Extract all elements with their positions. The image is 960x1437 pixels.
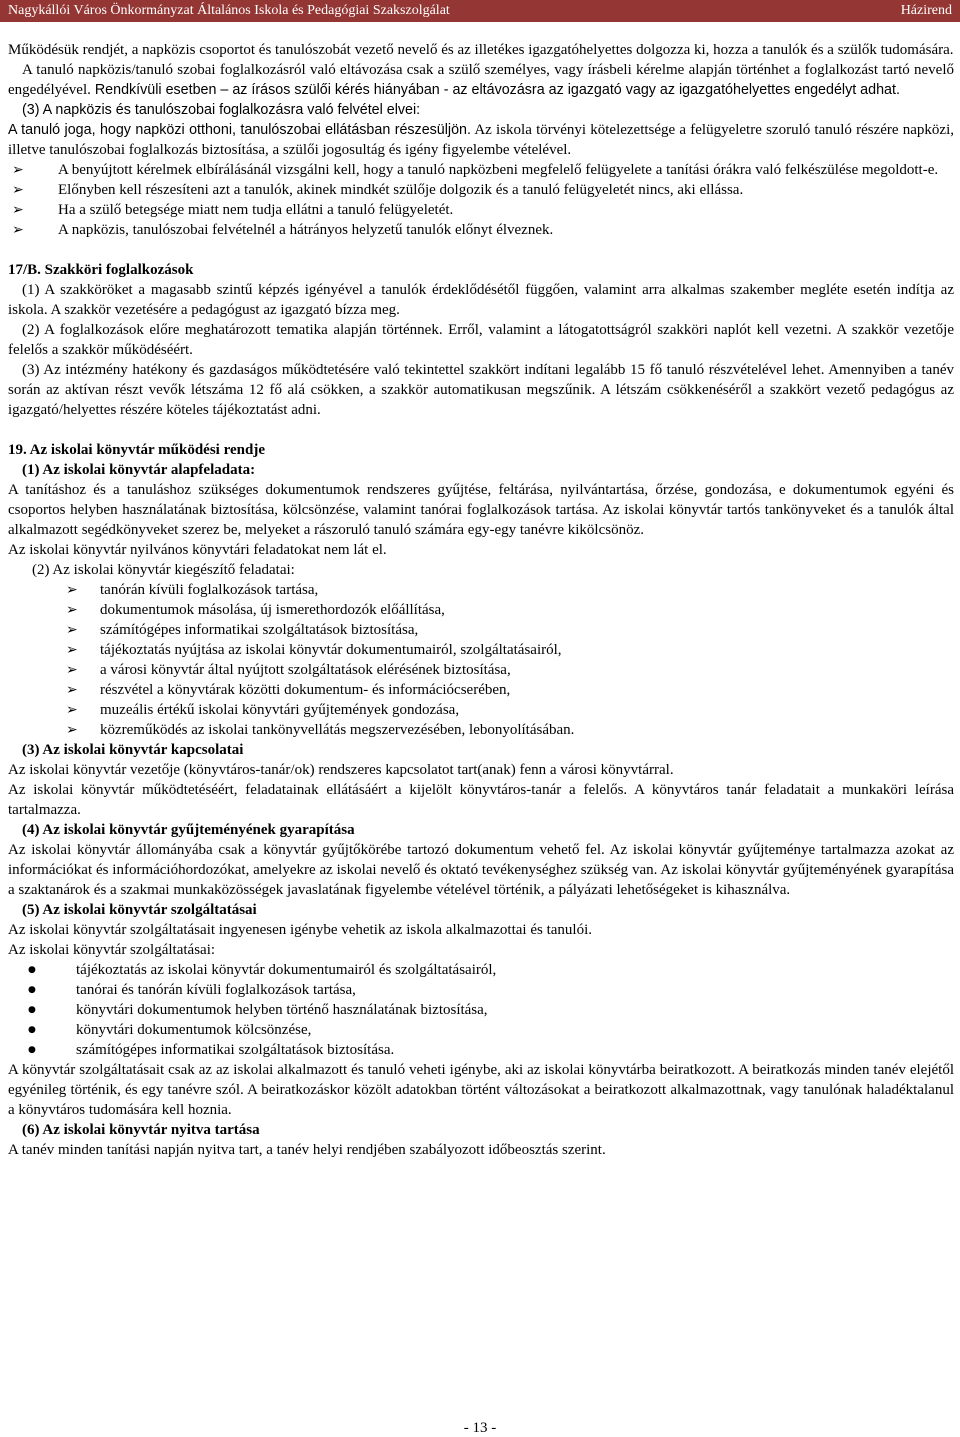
list-item: ➢ Ha a szülő betegsége miatt nem tudja ellátni a tanuló felügyeletét. bbox=[8, 200, 954, 220]
list-item: ● tájékoztatás az iskolai könyvtár dokumentumairól és szolgáltatásairól, bbox=[8, 960, 954, 980]
section-title: 17/B. Szakköri foglalkozások bbox=[8, 262, 194, 278]
page-number: - 13 - bbox=[463, 1420, 497, 1436]
header-school-name: Nagykállói Város Önkormányzat Általános Iskola és Pedagógiai Szakszolgálat bbox=[8, 3, 450, 18]
paragraph: (2) A foglalkozások előre meghatározott tematika alapján történnek. Erről, valamint a látogatottságról szakköri naplót kell vezetni. A szakkör vezetője felelős a szakkör működéséért. bbox=[8, 322, 954, 358]
list-item: ➢ részvétel a könyvtárak közötti dokumentum- és információcserében, bbox=[8, 680, 954, 700]
list-item: ● számítógépes informatikai szolgáltatások biztosítása. bbox=[8, 1040, 954, 1060]
arrow-list bbox=[8, 580, 954, 740]
list-item: ➢ tájékoztatás nyújtása az iskolai könyvtár dokumentumairól, szolgáltatásairól, bbox=[8, 640, 954, 660]
paragraph: (2) Az iskolai könyvtár kiegészítő feladatai: bbox=[32, 562, 295, 578]
subsection-title: (5) Az iskolai könyvtár szolgáltatásai bbox=[22, 902, 257, 918]
list-item: ➢ A napközis, tanulószobai felvételnél a hátrányos helyzetű tanulók előnyt élveznek. bbox=[8, 220, 954, 240]
document-body bbox=[8, 40, 954, 1160]
list-item: ● könyvtári dokumentumok kölcsönzése, bbox=[8, 1020, 954, 1040]
list-item: ➢ a városi könyvtár által nyújtott szolgáltatások elérésének biztosítása, bbox=[8, 660, 954, 680]
paragraph: Az iskolai könyvtár állományába csak a könyvtár gyűjtőkörébe tartozó dokumentum vehető fel. Az iskolai könyvtár gyűjteménye tartalmazza azokat az információkat és információhordozókat, amelyekre az iskolai nevelő és oktató tevékenységhez szükség van. Az iskolai könyvtár gyűjteményének gyarapítása a szaktanárok és a szakmai munkaközösségek javaslatának figyelembe vételével történik, a pályázati lehetőségeket is kihasználva. bbox=[8, 842, 954, 898]
list-item: ➢ tanórán kívüli foglalkozások tartása, bbox=[8, 580, 954, 600]
paragraph bbox=[8, 60, 954, 100]
subsection-title: (4) Az iskolai könyvtár gyűjteményének gyarapítása bbox=[22, 822, 355, 838]
subsection-title: (6) Az iskolai könyvtár nyitva tartása bbox=[22, 1122, 260, 1138]
page-header bbox=[0, 0, 960, 22]
paragraph: Az iskolai könyvtár vezetője (könyvtáros-tanár/ok) rendszeres kapcsolatot tart(anak) fenn a városi könyvtárral. bbox=[8, 762, 674, 778]
paragraph: (3) A napközis és tanulószobai foglalkozásra való felvétel elvei: bbox=[22, 102, 421, 118]
paragraph bbox=[8, 120, 954, 160]
text-run: A tanuló napközis/tanuló szobai foglalkozásról való eltávozása csak a szülő személyes, vagy írásbeli kérelme alapján történhet a foglalkozást tartó nevelő engedélyével. bbox=[8, 62, 954, 98]
list-item: ● könyvtári dokumentumok helyben történő használatának biztosítása, bbox=[8, 1000, 954, 1020]
arrow-list bbox=[8, 160, 954, 240]
list-item: ➢ Előnyben kell részesíteni azt a tanulók, akinek mindkét szülője dolgozik és a tanuló felügyeletét nincs, aki ellássa. bbox=[8, 180, 954, 200]
bullet-list bbox=[8, 960, 954, 1060]
subsection-title: (3) Az iskolai könyvtár kapcsolatai bbox=[22, 742, 244, 758]
list-item: ● tanórai és tanórán kívüli foglalkozások tartása, bbox=[8, 980, 954, 1000]
text-run: Rendkívüli esetben – az írásos szülői kérés hiányában - az eltávozásra az igazgató vagy az igazgatóhelyettes engedélyt adhat. bbox=[90, 82, 900, 98]
paragraph: A tanításhoz és a tanuláshoz szükséges dokumentumok rendszeres gyűjtése, feltárása, nyilvántartása, őrzése, gondozása, e dokumentumok egyéni és csoportos helyben használatának biztosítása, kölcsönzése, valamint tanórai foglalkozások tartása. Az iskolai könyvtár tartós tankönyveket és a tanulók által alkalmazott segédkönyveket szerez be, melyeket a rászoruló tanuló számára egy-egy tanévre kikölcsönöz. bbox=[8, 482, 954, 538]
list-item: ➢ számítógépes informatikai szolgáltatások biztosítása, bbox=[8, 620, 954, 640]
paragraph: A tanév minden tanítási napján nyitva tart, a tanév helyi rendjében szabályozott időbeosztás szerint. bbox=[8, 1142, 606, 1158]
list-item: ➢ muzeális értékű iskolai könyvtári gyűjtemények gondozása, bbox=[8, 700, 954, 720]
paragraph: Az iskolai könyvtár nyilvános könyvtári feladatokat nem lát el. bbox=[8, 542, 387, 558]
text-run: Az iskola törvényi kötelezettsége a felügyeletre szoruló tanuló részére napközi, illetve tanulószobai foglalkozás biztosítása, a szülői jogosultág és igény figyelembe vételével. bbox=[8, 122, 955, 158]
list-item: ➢ dokumentumok másolása, új ismerethordozók előállítása, bbox=[8, 600, 954, 620]
paragraph: Az iskolai könyvtár szolgáltatásait ingyenesen igénybe vehetik az iskola alkalmazottai és tanulói. bbox=[8, 922, 592, 938]
paragraph: Az iskolai könyvtár működtetéséért, feladatainak ellátásáért a kijelölt könyvtáros-tanár a felelős. A könyvtáros tanár feladatait a munkaköri leírása tartalmazza. bbox=[8, 782, 954, 818]
list-item: ➢ közreműködés az iskolai tankönyvellátás megszervezésében, lebonyolításában. bbox=[8, 720, 954, 740]
paragraph: Az iskolai könyvtár szolgáltatásai: bbox=[8, 942, 216, 958]
list-item: ➢ A benyújtott kérelmek elbírálásánál vizsgálni kell, hogy a tanuló napközbeni megfelelő felügyelete a tanítási órákra való felkészülése megoldott-e. bbox=[8, 160, 954, 180]
paragraph: (1) A szakköröket a magasabb szintű képzés igényével a tanulók érdeklődésétől függően, valamint arra alkalmas szakember megléte esetén indítja az iskola. A szakkör vezetésére a pedagógust az igazgató bízza meg. bbox=[8, 282, 954, 318]
section-title: 19. Az iskolai könyvtár működési rendje bbox=[8, 442, 265, 458]
paragraph: A könyvtár szolgáltatásait csak az az iskolai alkalmazott és tanuló veheti igénybe, aki az iskolai könyvtárba beiratkozott. A beiratkozás minden tanév elejétől egyénileg történik, és egy tanévre szól. A beiratkozáskor közölt adatokban történt változásokat a beiratkozott alkalmazottnak, vagy tanulónak haladéktalanul a könyvtáros tudomására kell hoznia. bbox=[8, 1062, 954, 1118]
paragraph: (3) Az intézmény hatékony és gazdaságos működtetésére való tekintettel szakkört indítani legalább 15 fő tanuló részvételével lehet. Amennyiben a tanév során az aktívan részt vevők létszáma 12 fő alá csökken, a szakkör automatikusan megszűnik. A létszám csökkenéséről a szakkört vezető pedagógus az igazgató/helyettes részére köteles tájékoztatást adni. bbox=[8, 362, 954, 418]
subsection-title: (1) Az iskolai könyvtár alapfeladata: bbox=[22, 462, 256, 478]
header-document-title: Házirend bbox=[900, 3, 952, 18]
paragraph: Működésük rendjét, a napközis csoportot és tanulószobát vezető nevelő és az illetékes igazgatóhelyettes dolgozza ki, hozza a tanulók és a szülők tudomására. bbox=[8, 42, 954, 58]
text-run: A tanuló joga, hogy napközi otthoni, tanulószobai ellátásban részesüljön. bbox=[8, 122, 471, 138]
